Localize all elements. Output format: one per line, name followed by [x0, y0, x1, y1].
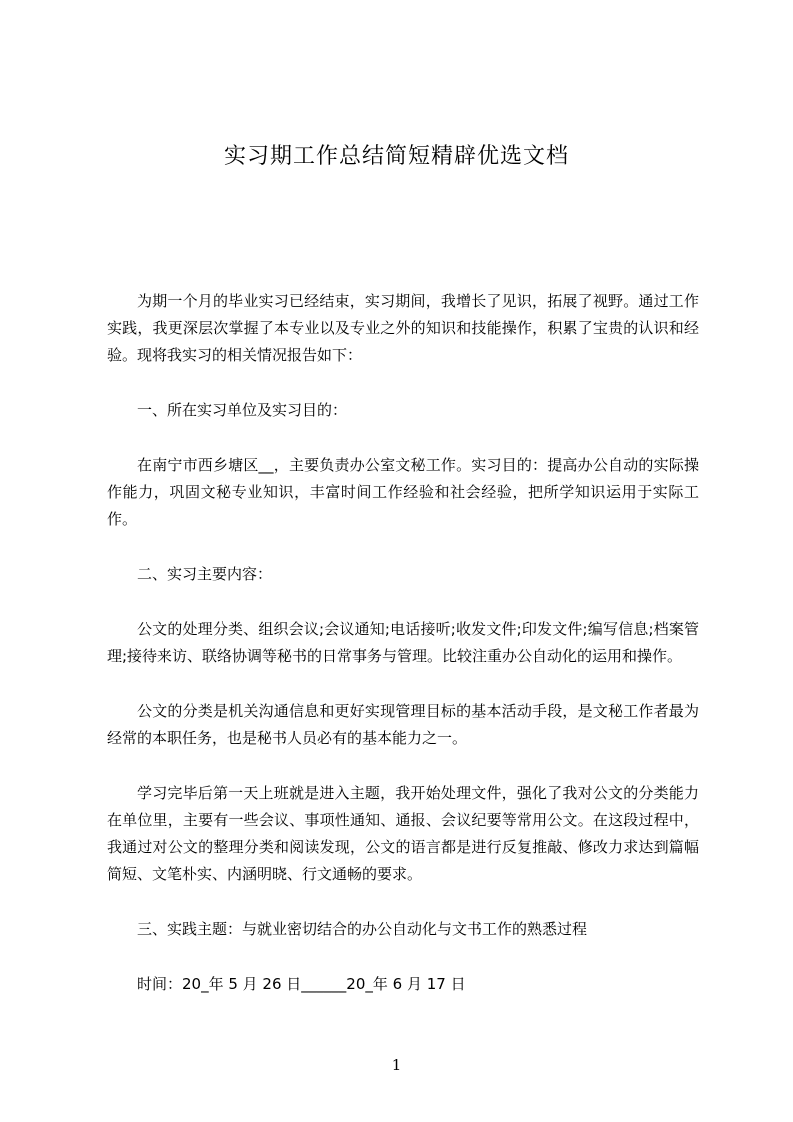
document-classification-paragraph: 公文的分类是机关沟通信息和更好实现管理目标的基本活动手段，是文秘工作者最为经常的本职任务，也是秘书人员必有的基本能力之一。 [107, 702, 699, 747]
intro-paragraph: 为期一个月的毕业实习已经结束，实习期间，我增长了见识，拓展了视野。通过工作实践，我更深层次掌握了本专业以及专业之外的知识和技能操作，积累了宝贵的认识和经验。现将我实习的相关情况报告如下： [107, 292, 699, 364]
document-title: 实习期工作总结简短精辟优选文档 [223, 144, 569, 169]
document-body [107, 288, 699, 1026]
section-heading-1: 一、所在实习单位及实习目的： [137, 401, 348, 419]
section-heading-2: 二、实习主要内容： [137, 565, 273, 583]
page-number: 1 [391, 1056, 402, 1074]
time-line: 时间：20_年 5 月 26 日______20_年 6 月 17 日 [137, 975, 466, 993]
section-heading-3: 三、实践主题：与就业密切结合的办公自动化与文书工作的熟悉过程 [137, 920, 588, 938]
internship-unit-paragraph: 在南宁市西乡塘区__，主要负责办公室文秘工作。实习目的：提高办公自动的实际操作能力，巩固文秘专业知识，丰富时间工作经验和社会经验，把所学知识运用于实际工作。 [107, 456, 699, 528]
work-process-paragraph: 学习完毕后第一天上班就是进入主题，我开始处理文件，强化了我对公文的分类能力在单位里，主要有一些会议、事项性通知、通报、会议纪要等常用公文。在这段过程中，我通过对公文的整理分类和阅读发现，公文的语言都是进行反复推敲、修改力求达到篇幅简短、文笔朴实、内涵明晓、行文通畅的要求。 [107, 784, 699, 883]
main-content-paragraph: 公文的处理分类、组织会议;会议通知;电话接听;收发文件;印发文件;编写信息;档案管理;接待来访、联络协调等秘书的日常事务与管理。比较注重办公自动化的运用和操作。 [107, 620, 699, 665]
